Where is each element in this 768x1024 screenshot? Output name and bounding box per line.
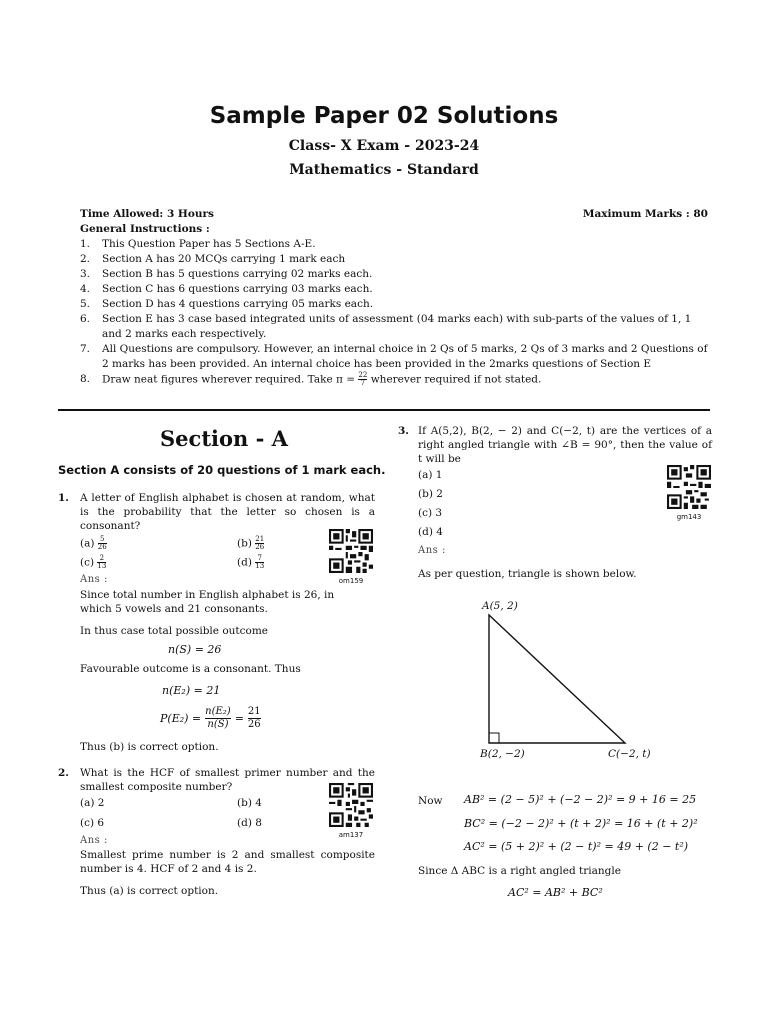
q3-equation-2: BC² = (−2 − 2)² + (t + 2)² = 16 + (t + 2)² xyxy=(464,817,698,830)
q2-conclusion: Thus (a) is correct option. xyxy=(80,885,219,897)
instructions-list xyxy=(80,237,712,388)
q1-option-c: (c) $\frac{2}{13}$ xyxy=(80,554,107,570)
subject-line: Mathematics - Standard xyxy=(289,162,479,178)
section-title: Section - A xyxy=(160,426,288,451)
vertex-c-label: C(−2, t) xyxy=(608,748,651,760)
q2-answer-label: Ans : xyxy=(80,835,108,846)
q1-equation-1: n(S) = 26 xyxy=(168,643,222,656)
q3-number: 3. xyxy=(398,425,409,437)
instruction-item: 6. Section E has 3 case based integrated units of assessment (04 marks each) with sub-parts of the values of 1, 1 and 2 marks each respectively. xyxy=(80,313,692,340)
q3-option-a: (a) 1 xyxy=(418,469,443,481)
max-marks: Maximum Marks : 80 xyxy=(582,208,708,220)
class-line: Class- X Exam - 2023-24 xyxy=(288,138,480,154)
q1-qr-code[interactable] xyxy=(329,529,373,585)
instruction-item: 7. All Questions are compulsory. However, an internal choice in 2 Qs of 5 marks, 2 Qs of 3 marks and 2 Questions of 2 marks has been provided. An internal choice has been provided in the 2marks questions of Section E xyxy=(80,343,708,370)
q3-equation-1: AB² = (2 − 5)² + (−2 − 2)² = 9 + 16 = 25 xyxy=(464,793,697,806)
q1-number: 1. xyxy=(58,492,69,504)
q1-option-b: (b) $\frac{21}{26}$ xyxy=(237,535,265,551)
q3-text: If A(5,2), B(2, − 2) and C(−2, t) are the vertices of a right angled triangle with ∠B = 90°, then the value of t will be xyxy=(418,425,712,465)
q1-option-d: (d) $\frac{7}{13}$ xyxy=(237,554,265,570)
header-divider xyxy=(58,409,710,411)
instruction-item: 4. Section C has 6 questions carrying 03 marks each. xyxy=(80,283,373,295)
qr-code-icon xyxy=(329,783,373,827)
q3-answer-label: Ans : xyxy=(418,545,446,556)
q3-now: Now xyxy=(418,795,443,807)
section-description: Section A consists of 20 questions of 1 mark each. xyxy=(58,463,386,477)
q2-solution: Smallest prime number is 2 and smallest composite number is 4. HCF of 2 and 4 is 2. xyxy=(80,849,375,875)
q2-qr-code[interactable] xyxy=(329,783,373,839)
instruction-item: 5. Section D has 4 questions carrying 05 marks each. xyxy=(80,298,374,310)
instruction-item: 2. Section A has 20 MCQs carrying 1 mark each xyxy=(80,253,346,265)
q2-option-c: (c) 6 xyxy=(80,817,105,829)
q2-option-b: (b) 4 xyxy=(237,797,262,809)
triangle-diagram xyxy=(470,595,670,770)
q3-equation-4: AC² = AB² + BC² xyxy=(508,886,603,899)
q3-option-d: (d) 4 xyxy=(418,526,443,538)
q3-option-b: (b) 2 xyxy=(418,488,443,500)
qr-code-icon xyxy=(329,529,373,573)
vertex-b-label: B(2, −2) xyxy=(480,748,525,760)
q1-equation-3: P(E₂) = $\frac{\text{n(E₂)}}{n(S)}$ = $\frac{21}{26}$ xyxy=(160,706,261,730)
q3-qr-code[interactable] xyxy=(667,465,711,521)
q2-text: What is the HCF of smallest primer number and the smallest composite number? xyxy=(80,767,375,793)
q1-conclusion: Thus (b) is correct option. xyxy=(80,741,219,753)
q3-option-c: (c) 3 xyxy=(418,507,443,519)
q3-solution-1: As per question, triangle is shown below. xyxy=(418,568,637,580)
q1-equation-2: n(E₂) = 21 xyxy=(162,684,221,697)
triangle-abc xyxy=(489,615,625,743)
instruction-item: 3. Section B has 5 questions carrying 02 marks each. xyxy=(80,268,373,280)
q3-qr-label: gm143 xyxy=(676,513,702,521)
q1-qr-label: om159 xyxy=(338,577,364,585)
time-allowed: Time Allowed: 3 Hours xyxy=(80,208,214,220)
page-title: Sample Paper 02 Solutions xyxy=(209,103,559,129)
q1-option-a: (a) $\frac{5}{26}$ xyxy=(80,535,107,551)
pi-fraction: $\frac{22}{7}$ xyxy=(358,371,368,387)
q1-solution-2: In thus case total possible outcome xyxy=(80,625,269,637)
q1-solution-3: Favourable outcome is a consonant. Thus xyxy=(80,663,301,675)
qr-code-icon xyxy=(667,465,711,509)
q3-solution-2: Since Δ ABC is a right angled triangle xyxy=(418,865,621,877)
right-angle-mark xyxy=(489,733,499,743)
general-instructions-label: General Instructions : xyxy=(80,223,210,235)
q2-qr-label: am137 xyxy=(338,831,364,839)
q2-option-a: (a) 2 xyxy=(80,797,105,809)
instruction-item: 8. Draw neat figures wherever required. Take π = $\frac{22}{7}$ wherever required if not stated. xyxy=(80,371,542,387)
q2-number: 2. xyxy=(58,767,69,779)
q1-answer-label: Ans : xyxy=(80,574,108,585)
q2-option-d: (d) 8 xyxy=(237,817,262,829)
q1-solution-1: Since total number in English alphabet is 26, in which 5 vowels and 21 consonants. xyxy=(80,589,335,615)
q1-text: A letter of English alphabet is chosen at random, what is the probability that the letter so chosen is a consonant? xyxy=(80,492,375,532)
vertex-a-label: A(5, 2) xyxy=(482,600,518,612)
instruction-item: 1. This Question Paper has 5 Sections A-E. xyxy=(80,238,316,250)
q3-equation-3: AC² = (5 + 2)² + (2 − t)² = 49 + (2 − t²) xyxy=(464,840,689,853)
